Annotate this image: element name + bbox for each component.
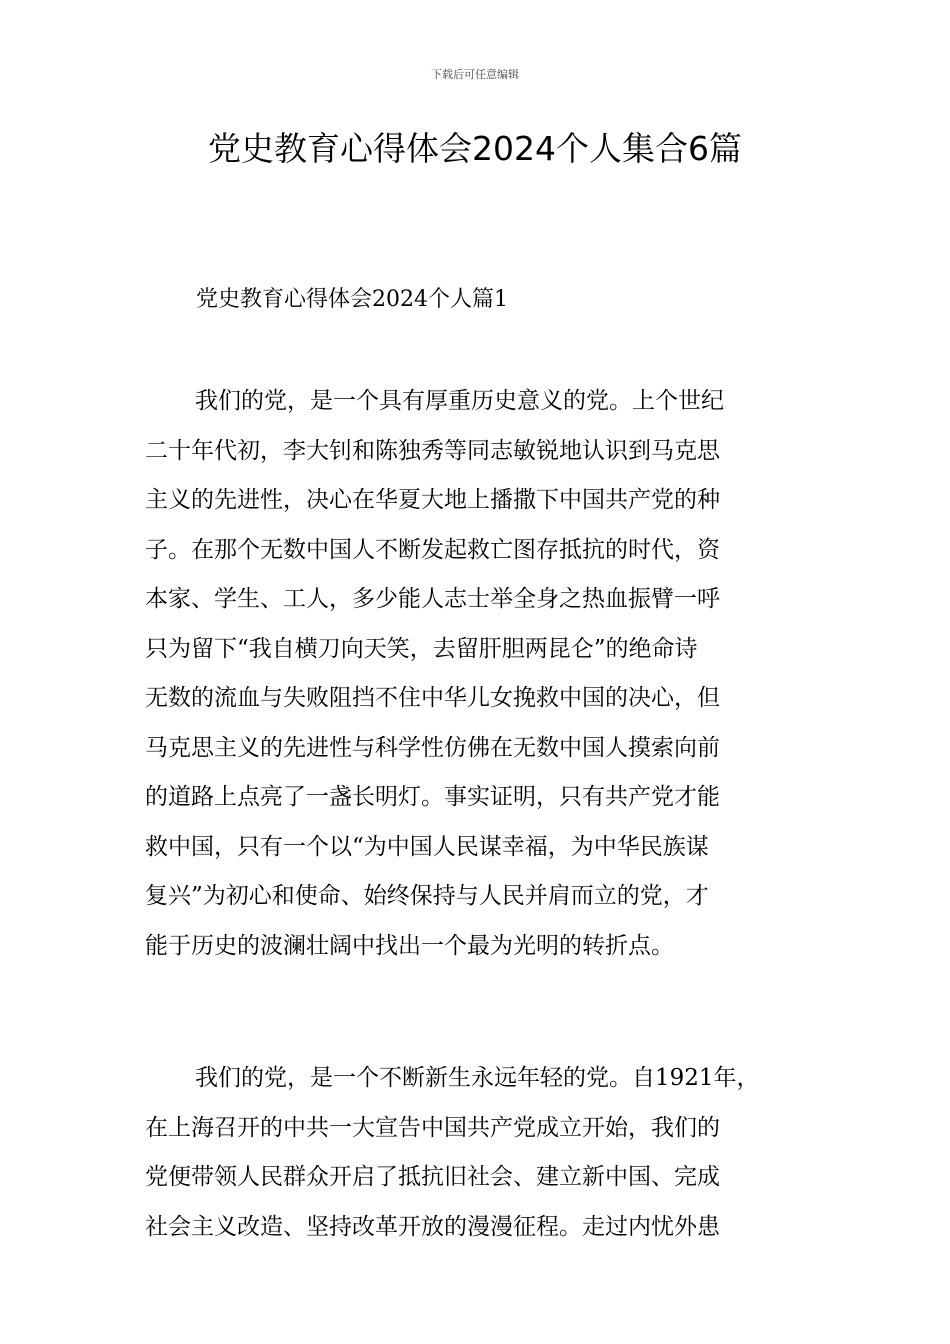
paragraph-line: 无数的流血与失败阻挡不住中华儿女挽救中国的决心，但 <box>145 685 720 711</box>
paragraph-line: 复兴”为初心和使命、始终保持与人民并肩而立的党，才 <box>145 883 709 909</box>
paragraph-line: 能于历史的波澜壮阔中找出一个最为光明的转折点。 <box>145 932 674 959</box>
paragraph-line: 社会主义改造、坚持改革开放的漫漫征程。走过内忧外患 <box>145 1213 720 1240</box>
section-heading: 党史教育心得体会2024个人篇1 <box>196 287 508 312</box>
paragraph-line: 子。在那个无数中国人不断发起救亡图存抵抗的时代，资 <box>145 536 720 563</box>
paragraph-line: 我们的党，是一个不断新生永远年轻的党。自1921年， <box>195 1065 760 1091</box>
paragraph-2 <box>145 1054 810 1252</box>
paragraph-line: 主义的先进性，决心在华夏大地上播撒下中国共产党的种 <box>145 487 720 513</box>
paragraph-line: 马克思主义的先进性与科学性仿佛在无数中国人摸索向前 <box>145 734 720 761</box>
paragraph-line: 在上海召开的中共一大宣告中国共产党成立开始，我们的 <box>145 1114 720 1141</box>
paragraph-1 <box>145 377 810 971</box>
paragraph-line: 的道路上点亮了一盏长明灯。事实证明，只有共产党才能 <box>145 784 720 810</box>
header-note: 下载后可任意编辑 <box>431 68 519 81</box>
paragraph-line: 救中国，只有一个以“为中国人民谋幸福，为中华民族谋 <box>145 833 709 860</box>
paragraph-line: 本家、学生、工人，多少能人志士举全身之热血振臂一呼 <box>145 586 720 612</box>
document-title: 党史教育心得体会2024个人集合6篇 <box>208 129 742 168</box>
paragraph-line: 二十年代初，李大钊和陈独秀等同志敏锐地认识到马克思 <box>145 437 720 464</box>
paragraph-line: 党便带领人民群众开启了抵抗旧社会、建立新中国、完成 <box>145 1164 720 1190</box>
paragraph-line: 只为留下“我自横刀向天笑，去留肝胆两昆仑”的绝命诗 <box>145 635 698 662</box>
paragraph-line: 我们的党，是一个具有厚重历史意义的党。上个世纪 <box>195 388 724 414</box>
